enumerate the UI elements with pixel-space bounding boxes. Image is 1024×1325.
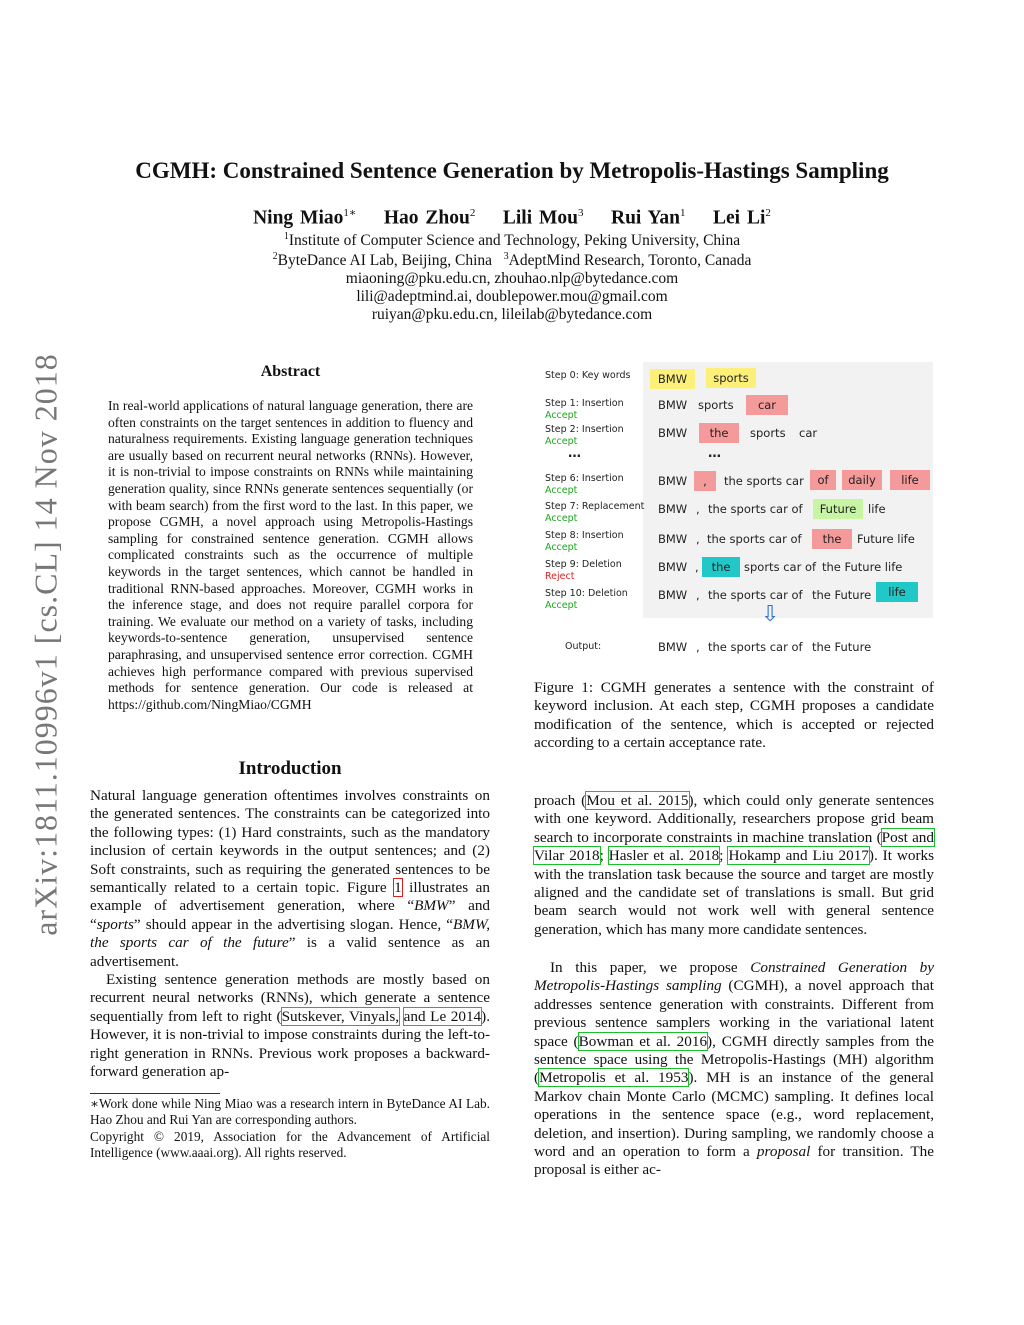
affiliation-sup: 1 [283, 231, 289, 242]
step-title: Step 6: Insertion [545, 473, 624, 484]
ellipsis: … [568, 446, 581, 461]
paper-title: CGMH: Constrained Sentence Generation by Metropolis-Hastings Sampling [135, 158, 889, 183]
intro-paragraph-2 [90, 971, 490, 1081]
token: the sports car [724, 474, 804, 488]
step-title: Step 7: Replacement [545, 501, 645, 512]
affiliation-text: AdeptMind Research, Toronto, Canada [508, 252, 752, 270]
token: Future life [857, 532, 915, 546]
step-title: Step 2: Insertion [545, 424, 624, 435]
affiliation-sup: 2 [272, 251, 278, 262]
inserted-token-chip: daily [842, 470, 882, 490]
author-sup: 1∗ [343, 207, 357, 219]
footnote-text: ∗Work done while Ning Miao was a research intern in ByteDance AI Lab. Hao Zhou and Rui Yan are corresponding authors. [90, 1096, 490, 1128]
author-name: Ning Miao [253, 207, 344, 229]
replaced-token-chip: Future [813, 499, 863, 519]
text-run: ” should appear in the advertising slogan. Hence, “ [133, 915, 454, 933]
text-run: Existing sentence generation methods are mostly based on recurrent neural networks (RNNs), which generate a sentence sequentially from left to right ( [90, 971, 490, 1025]
step-title: Step 0: Key words [545, 370, 631, 381]
token: the Future [812, 640, 872, 654]
step-status: Reject [545, 571, 575, 582]
author-sup: 3 [578, 207, 584, 219]
author-name: Hao Zhou [383, 207, 470, 229]
col2-paragraph-2 [534, 959, 934, 1180]
token: sports [750, 426, 786, 440]
step-title: Output: [565, 641, 602, 652]
citation-link[interactable]: Bowman et al. 2016 [578, 1032, 708, 1050]
author-sup: 2 [765, 207, 771, 219]
step-status: Accept [545, 485, 578, 496]
token: BMW [658, 398, 688, 412]
token: BMW [658, 560, 688, 574]
token: the Future [812, 588, 872, 602]
step-status: Accept [545, 410, 578, 421]
citation-link[interactable]: Metropolis et al. 1953 [539, 1069, 689, 1087]
footnote [90, 1096, 490, 1162]
ellipsis: … [708, 446, 721, 461]
step-status: Accept [545, 542, 578, 553]
citation-link[interactable]: and Le 2014 [403, 1007, 482, 1025]
token: , [696, 502, 700, 516]
arxiv-watermark: arXiv:1811.10996v1 [cs.CL] 14 Nov 2018 [27, 353, 64, 936]
token: car [799, 426, 818, 440]
citation-link[interactable]: Post and Vilar 2018 [534, 828, 934, 865]
token: BMW [658, 474, 688, 488]
figure-ref-link[interactable]: 1 [394, 879, 402, 897]
text-run: illustrates an example of advertisement generation, where “ [90, 879, 490, 915]
token: the sports car of [708, 588, 803, 602]
author-name: Lei Li [713, 207, 766, 229]
citation-link[interactable]: Hokamp and Liu 2017 [728, 847, 869, 865]
deleted-token-chip: life [876, 582, 918, 602]
affiliation-sup: 3 [503, 251, 509, 262]
author-name: Rui Yan [611, 207, 681, 229]
figure-1 [540, 360, 935, 660]
token: sports car of [744, 560, 817, 574]
text-run: ” is a valid sentence as an advertisement. [90, 934, 490, 970]
text-run: BMW [414, 897, 449, 915]
text-run: proposal [756, 1143, 811, 1161]
token: the sports car of [708, 502, 803, 516]
author-sup: 1 [680, 207, 686, 219]
abstract-heading: Abstract [260, 363, 321, 380]
token: , [696, 640, 700, 654]
step-status: Accept [545, 513, 578, 524]
text-run: ), CGMH directly samples from the sentence space using the Metropolis-Hastings (MH) algorithm ( [534, 1032, 934, 1087]
token: BMW [658, 640, 688, 654]
intro-paragraph-1 [90, 787, 490, 971]
step-status: Accept [545, 600, 578, 611]
token: , [695, 560, 699, 574]
email-line-2: lili@adeptmind.ai, doublepower.mou@gmail.com [356, 288, 668, 305]
introduction-heading: Introduction [238, 758, 342, 779]
footnote-rule [90, 1093, 220, 1094]
text-run: Natural language generation oftentimes involves constraints on the generated sentences. The constraints can be categorized into the following types: (1) Hard constraints, such as the mandatory inclusion of certain keywords in the output sentences; and (2) Soft constraints, such as requiring the generated sentences to be semantically related to a certain topic. Figure [90, 787, 490, 897]
token: sports [698, 398, 734, 412]
text-run: ). It works with the translation task because the source and target are mostly aligned and the candidate set of translations is small. But grid beam search would not work well with general sentence generation, which has many more candidate sentences. [534, 847, 935, 938]
inserted-token-chip: the [699, 423, 739, 443]
author-list [0, 206, 1024, 230]
text-run: ), which could only generate sentences with one keyword. Additionally, researchers propose grid beam search to incorporate constraints in machine translation ( [534, 792, 934, 846]
affiliation-text: Institute of Computer Science and Technology, Peking University, China [288, 232, 741, 250]
token: BMW [658, 588, 688, 602]
keyword-chip: BMW [650, 369, 695, 389]
inserted-token-chip: the [812, 529, 852, 549]
token: BMW [658, 426, 688, 440]
step-title: Step 1: Insertion [545, 398, 624, 409]
copyright-text: Copyright © 2019, Association for the Advancement of Artificial Intelligence (www.aaai.org). All rights reserved. [90, 1128, 490, 1161]
token: the Future life [822, 560, 903, 574]
keyword-chip: sports [706, 368, 756, 388]
inserted-token-chip: of [810, 470, 836, 490]
citation-link[interactable]: Sutskever, Vinyals, [281, 1007, 400, 1025]
text-run: ). MH is an instance of the general Markov chain Monte Carlo (MCMC) sampling. It defines local operations in the sentence space (e.g., word replacement, deletion, and insertion). During sampling, we randomly choose a word and an operation to form a [534, 1069, 934, 1161]
step-label [545, 530, 624, 554]
token: the sports car of [708, 640, 803, 654]
text-run: ; [599, 847, 609, 865]
affiliation-line-2 [0, 251, 1024, 270]
step-label [565, 641, 601, 653]
token: the sports car of [707, 532, 802, 546]
text-run: In this paper, we propose [550, 959, 751, 976]
deleted-token-chip: the [702, 557, 740, 577]
step-label [545, 473, 624, 497]
email-line-1: miaoning@pku.edu.cn, zhouhao.nlp@bytedance.com [345, 270, 679, 287]
inserted-token-chip: , [694, 471, 716, 491]
inserted-token-chip: car [746, 395, 788, 415]
figure-caption: Figure 1: CGMH generates a sentence with the constraint of keyword inclusion. At each step, CGMH proposes a candidate modification of the sentence, which is accepted or rejected according to a certain acceptance rate. [534, 679, 934, 752]
token: , [696, 532, 700, 546]
step-label [545, 501, 644, 525]
affiliation-text: ByteDance AI Lab, Beijing, China [277, 252, 493, 270]
step-title: Step 9: Deletion [545, 559, 622, 570]
text-run: BMW, the sports car of the future [90, 915, 490, 952]
text-run: ” and “ [90, 897, 491, 933]
step-label [545, 398, 624, 422]
affiliation-line-1 [0, 231, 1024, 250]
step-label [545, 588, 628, 612]
token: BMW [658, 532, 688, 546]
step-label [545, 559, 622, 583]
token: , [696, 588, 700, 602]
down-arrow-icon: ⇩ [761, 602, 780, 627]
abstract-text: In real-world applications of natural language generation, there are often constraints on the target sentences in addition to fluency and naturalness requirements. Existing language generation techniques are usually based on recurrent neural networks (RNNs). However, it is non-trivial to impose constraints on RNNs while maintaining generation quality, since RNNs generate sentences sequentially (or with beam search) from the first word to the last. In this paper, we propose CGMH, a novel approach using Metropolis-Hastings sampling for constrained sentence generation. CGMH allows complicated constraints such as the occurrence of multiple keywords in the target sentences, which cannot be handled in traditional RNN-based approaches. Moreover, CGMH works in the inference stage, and does not require parallel corpora for training. We evaluate our method on a variety of tasks, including keywords-to-sentence generation, unsupervised sentence paraphrasing, and unsupervised sentence error correction. CGMH achieves high performance compared with previous supervised methods for sentence generation. Our code is released at https://github.com/NingMiao/CGMH [108, 398, 473, 712]
step-title: Step 8: Insertion [545, 530, 624, 541]
text-run: Constrained Generation by Metropolis-Hastings sampling [534, 959, 934, 995]
citation-link[interactable]: Hasler et al. 2018 [608, 847, 720, 865]
email-line-3: ruiyan@pku.edu.cn, lileilab@bytedance.com [371, 306, 653, 323]
step-status: Accept [545, 436, 578, 447]
step-label [545, 424, 624, 448]
citation-link[interactable]: Mou et al. 2015 [586, 792, 689, 809]
author-sup: 2 [469, 207, 476, 219]
author-name: Lili Mou [502, 207, 578, 229]
token: life [868, 502, 886, 516]
text-run: sports [96, 915, 134, 933]
text-run: (CGMH), a novel approach that addresses sentence generation with constraints. Different from previous sentence samplers working in the variational latent space ( [534, 977, 934, 1050]
step-title: Step 10: Deletion [545, 588, 628, 599]
text-run: proach ( [534, 792, 587, 809]
text-run: ; [719, 847, 724, 865]
step-label [545, 370, 630, 382]
token: BMW [658, 502, 688, 516]
text-run: ). However, it is non-trivial to impose constraints during the left-to-right generation in RNNs. Previous work proposes a backward-forward generation ap- [90, 1007, 490, 1081]
col2-paragraph-1 [534, 792, 934, 939]
inserted-token-chip: life [890, 470, 930, 490]
text-run: for transition. The proposal is either ac- [534, 1143, 934, 1179]
